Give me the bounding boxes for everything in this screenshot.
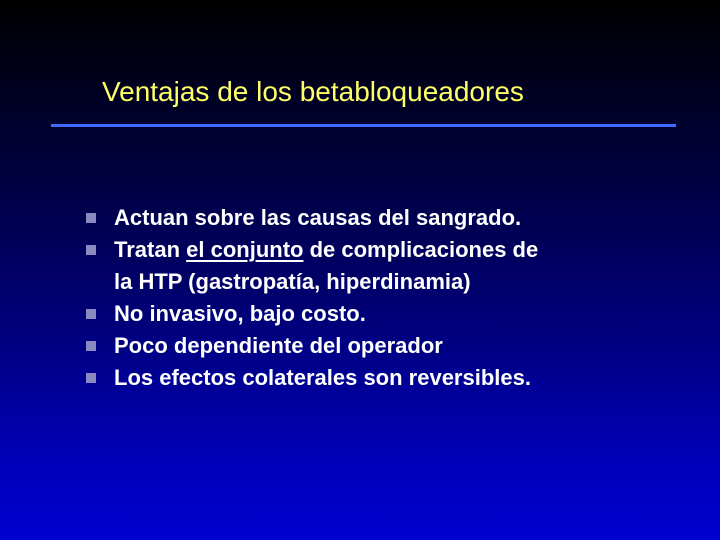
bullet-item (86, 330, 696, 362)
bullet-item (86, 234, 696, 298)
square-bullet-icon (86, 373, 96, 383)
bullet-item (86, 298, 696, 330)
square-bullet-icon (86, 213, 96, 223)
title-divider (51, 124, 676, 127)
square-bullet-icon (86, 341, 96, 351)
bullet-text-before: Tratan (114, 237, 187, 262)
bullet-text-line2: la HTP (gastropatía, hiperdinamia) (114, 269, 471, 294)
bullet-text-after: de complicaciones de (303, 237, 539, 262)
bullet-text-underlined: el conjunto (186, 237, 304, 262)
bullet-list (86, 202, 696, 394)
square-bullet-icon (86, 309, 96, 319)
bullet-text: No invasivo, bajo costo. (114, 301, 366, 326)
bullet-text: Actuan sobre las causas del sangrado. (114, 205, 522, 230)
bullet-text (114, 237, 538, 294)
bullet-item (86, 362, 696, 394)
bullet-text: Los efectos colaterales son reversibles. (114, 365, 531, 390)
square-bullet-icon (86, 245, 96, 255)
bullet-text: Poco dependiente del operador (114, 333, 443, 358)
slide-title: Ventajas de los betabloqueadores (102, 76, 524, 107)
bullet-item (86, 202, 696, 234)
